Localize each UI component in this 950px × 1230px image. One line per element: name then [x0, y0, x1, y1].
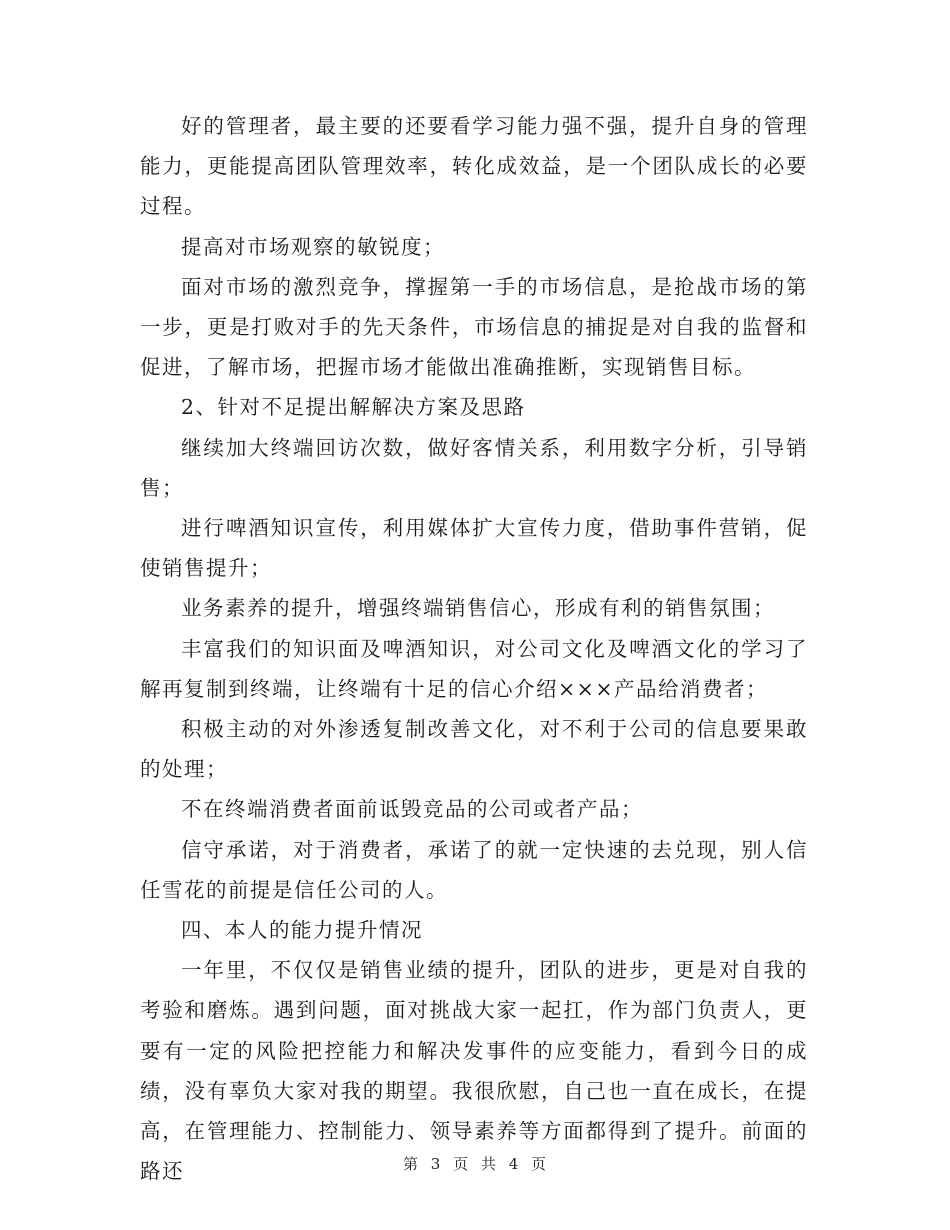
- paragraph: 一年里，不仅仅是销售业绩的提升，团队的进步，更是对自我的考验和磨炼。遇到问题，面对挑战大家一起扛，作为部门负责人，更要有一定的风险把控能力和解决发事件的应变能力，看到今日的成绩，没有辜负大家对我的期望。我很欣慰，自己也一直在成长，在提高，在管理能力、控制能力、领导素养等方面都得到了提升。前面的路还: [140, 958, 808, 1184]
- current-page-number: 3: [430, 1155, 442, 1173]
- paragraph: 面对市场的激烈竞争，撑握第一手的市场信息，是抢战市场的第一步，更是打败对手的先天条件，市场信息的捕捉是对自我的监督和促进，了解市场，把握市场才能做出准确推断，实现销售目标。: [140, 274, 808, 380]
- footer-suffix: 页: [531, 1155, 548, 1173]
- paragraph: 信守承诺，对于消费者，承诺了的就一定快速的去兑现，别人信任雪花的前提是信任公司的人。: [140, 837, 808, 902]
- paragraph: 继续加大终端回访次数，做好客情关系，利用数字分析，引导销售；: [140, 435, 808, 500]
- footer-page-word: 页: [453, 1155, 470, 1173]
- paragraph: 积极主动的对外渗透复制改善文化，对不利于公司的信息要果敢的处理；: [140, 717, 808, 782]
- section-heading: 四、本人的能力提升情况: [181, 918, 423, 943]
- paragraph: 丰富我们的知识面及啤酒知识，对公司文化及啤酒文化的学习了解再复制到终端，让终端有十足的信心介绍×××产品给消费者；: [140, 636, 808, 701]
- paragraph: 好的管理者，最主要的还要看学习能力强不强，提升自身的管理能力，更能提高团队管理效率，转化成效益，是一个团队成长的必要过程。: [140, 114, 808, 219]
- footer-prefix: 第: [402, 1155, 419, 1173]
- section-heading: 2、针对不足提出解解决方案及思路: [181, 395, 526, 420]
- paragraph: 进行啤酒知识宣传，利用媒体扩大宣传力度，借助事件营销，促使销售提升；: [140, 516, 808, 581]
- document-body: [140, 106, 808, 1191]
- footer-total-word: 共: [480, 1155, 497, 1173]
- total-page-count: 4: [508, 1155, 520, 1173]
- page-footer: [0, 1153, 950, 1174]
- paragraph: 不在终端消费者面前诋毁竞品的公司或者产品；: [181, 797, 643, 822]
- paragraph: 提高对市场观察的敏锐度；: [181, 234, 445, 259]
- paragraph: 业务素养的提升，增强终端销售信心，形成有利的销售氛围；: [181, 596, 775, 621]
